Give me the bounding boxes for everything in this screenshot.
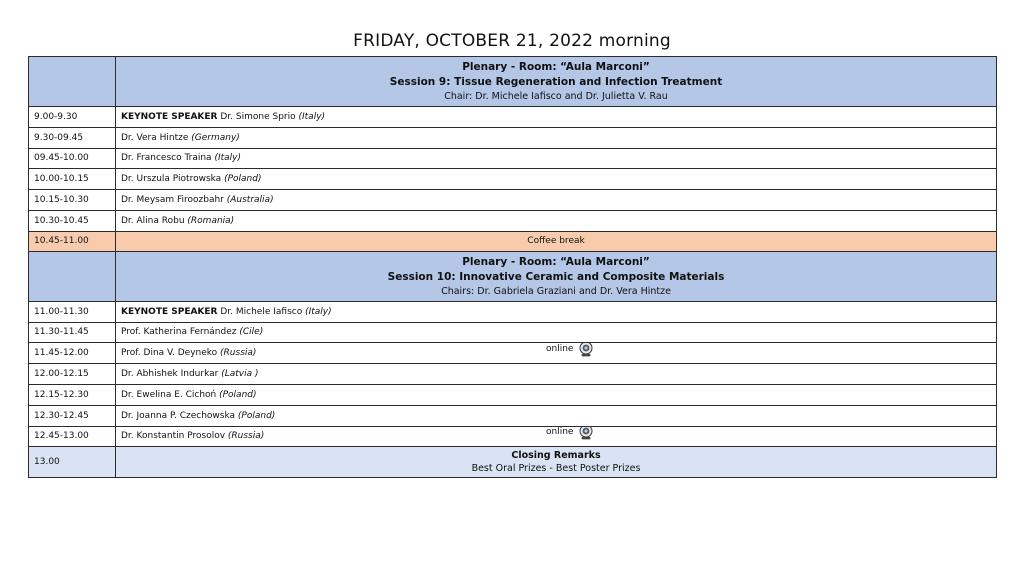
session-info — [116, 251, 997, 301]
schedule-row — [29, 426, 997, 447]
speaker-cell — [116, 343, 997, 364]
speaker-cell — [116, 190, 997, 211]
speaker-country: (Poland) — [219, 389, 257, 400]
speaker-cell — [116, 301, 997, 322]
schedule-table — [28, 56, 997, 478]
session-time-cell — [29, 57, 116, 107]
session-title: Session 9: Tissue Regeneration and Infection Treatment — [389, 76, 723, 88]
speaker-name: Prof. Katherina Fernández — [121, 327, 240, 338]
schedule-row — [29, 148, 997, 169]
page-title: FRIDAY, OCTOBER 21, 2022 morning — [353, 31, 671, 51]
keynote-label: KEYNOTE SPEAKER — [121, 306, 218, 317]
schedule-row — [29, 190, 997, 211]
schedule-row — [29, 301, 997, 322]
closing-subtitle: Best Oral Prizes - Best Poster Prizes — [471, 463, 641, 475]
time-slot: 13.00 — [29, 447, 116, 478]
speaker-name: Dr. Michele Iafisco — [217, 306, 306, 317]
speaker-country: (Italy) — [305, 306, 332, 317]
speaker-name: Dr. Vera Hintze — [121, 132, 192, 143]
session-header-10 — [29, 251, 997, 301]
speaker-name: Dr. Urszula Piotrowska — [121, 174, 225, 185]
session-chair: Chairs: Dr. Gabriela Graziani and Dr. Vera Hintze — [441, 285, 671, 297]
schedule-row — [29, 405, 997, 426]
keynote-label: KEYNOTE SPEAKER — [121, 111, 218, 122]
webcam-icon — [578, 426, 594, 440]
speaker-country: (Poland) — [224, 174, 262, 185]
speaker-country: (Australia) — [226, 195, 274, 206]
online-indicator — [546, 426, 594, 440]
time-slot: 11.00-11.30 — [29, 301, 116, 322]
speaker-country: (Russia) — [220, 348, 257, 359]
schedule-row — [29, 322, 997, 343]
schedule-row — [29, 384, 997, 405]
speaker-name: Dr. Abhishek Indurkar — [121, 369, 222, 380]
schedule-row — [29, 127, 997, 148]
speaker-country: (Cile) — [239, 327, 264, 338]
speaker-name: Dr. Meysam Firoozbahr — [121, 195, 227, 206]
session-room: Plenary - Room: “Aula Marconi” — [462, 255, 650, 268]
schedule-row — [29, 210, 997, 231]
speaker-country: (Italy) — [298, 111, 326, 122]
session-time-cell — [29, 251, 116, 301]
session-header-9 — [29, 57, 997, 107]
time-slot: 12.00-12.15 — [29, 364, 116, 385]
speaker-cell — [116, 322, 997, 343]
time-slot: 10.00-10.15 — [29, 169, 116, 190]
speaker-name: Dr. Alina Robu — [121, 215, 188, 226]
time-slot: 10.30-10.45 — [29, 210, 116, 231]
schedule-row — [29, 107, 997, 128]
speaker-cell — [116, 384, 997, 405]
schedule-row — [29, 169, 997, 190]
online-label: online — [546, 427, 574, 438]
session-chair: Chair: Dr. Michele Iafisco and Dr. Julietta V. Rau — [444, 91, 668, 102]
webcam-icon — [578, 343, 594, 357]
session-info — [116, 57, 997, 107]
speaker-country: (Romania) — [187, 215, 235, 226]
closing-info — [116, 447, 997, 478]
speaker-cell — [116, 169, 997, 190]
speaker-name: Dr. Simone Sprio — [217, 111, 299, 122]
speaker-cell — [116, 210, 997, 231]
speaker-country: (Germany) — [191, 132, 240, 143]
closing-title: Closing Remarks — [511, 450, 601, 462]
time-slot: 11.30-11.45 — [29, 322, 116, 343]
time-slot: 9.00-9.30 — [29, 107, 116, 128]
speaker-name: Dr. Ewelina E. Cichoń — [121, 389, 220, 400]
session-title: Session 10: Innovative Ceramic and Composite Materials — [387, 270, 725, 283]
time-slot: 11.45-12.00 — [29, 343, 116, 364]
speaker-country: (Poland) — [237, 410, 276, 421]
speaker-cell — [116, 426, 997, 447]
speaker-name: Dr. Joanna P. Czechowska — [121, 410, 238, 421]
coffee-break-row — [29, 231, 997, 251]
time-slot: 12.45-13.00 — [29, 426, 116, 447]
session-room: Plenary - Room: “Aula Marconi” — [462, 61, 650, 73]
time-slot: 09.45-10.00 — [29, 148, 116, 169]
coffee-break-label: Coffee break — [116, 231, 997, 251]
speaker-name: Prof. Dina V. Deyneko — [121, 348, 221, 359]
speaker-cell — [116, 148, 997, 169]
closing-row — [29, 447, 997, 478]
schedule-row — [29, 364, 997, 385]
speaker-cell — [116, 107, 997, 128]
time-slot: 10.15-10.30 — [29, 190, 116, 211]
online-indicator — [546, 343, 594, 357]
time-slot: 10.45-11.00 — [29, 231, 116, 251]
speaker-cell — [116, 405, 997, 426]
online-label: online — [546, 344, 574, 355]
speaker-country: (Russia) — [227, 431, 265, 442]
speaker-name: Dr. Konstantin Prosolov — [121, 431, 228, 442]
time-slot: 12.30-12.45 — [29, 405, 116, 426]
speaker-cell — [116, 364, 997, 385]
time-slot: 9.30-09.45 — [29, 127, 116, 148]
speaker-name: Dr. Francesco Traina — [121, 153, 215, 164]
time-slot: 12.15-12.30 — [29, 384, 116, 405]
schedule-row — [29, 343, 997, 364]
speaker-cell — [116, 127, 997, 148]
speaker-country: (Latvia ) — [221, 369, 259, 380]
speaker-country: (Italy) — [214, 153, 241, 164]
